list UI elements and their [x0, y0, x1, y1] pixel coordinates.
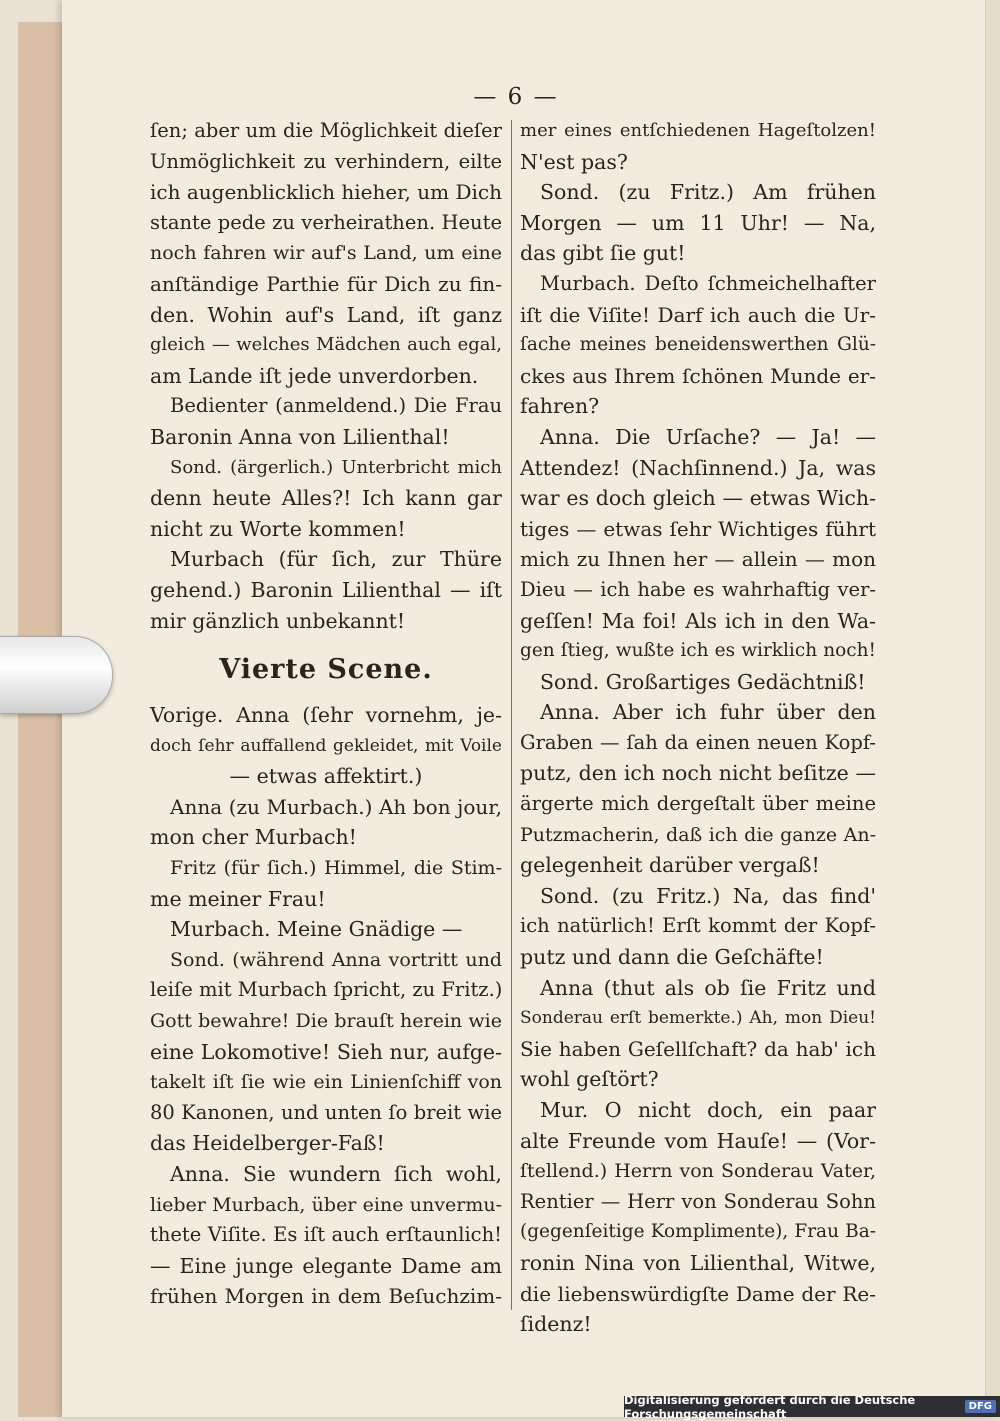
text-line: Putzmacherin, daß ich die ganze An-	[520, 823, 876, 846]
text-line: fahren?	[520, 394, 600, 419]
speaker-line: Sond. (während Anna vortritt und	[170, 948, 502, 971]
stage-direction: — etwas affektirt.)	[229, 764, 423, 789]
page-number: — 6 —	[473, 84, 559, 110]
text-line: me meiner Frau!	[150, 886, 326, 911]
text-line: gleich — welches Mädchen auch egal,	[150, 334, 502, 356]
text-line: iſt die Viſite! Darf ich auch die Ur-	[520, 302, 876, 327]
text-line: — Eine junge elegante Dame am	[150, 1253, 502, 1278]
text-line: am Lande iſt jede unverdorben.	[150, 363, 479, 388]
text-line: mich zu Ihnen her — allein — mon	[520, 547, 876, 572]
text-line: ſtellend.) Herrn von Sonderau Vater,	[520, 1160, 876, 1183]
text-line: Dieu — ich habe es wahrhaftig ver-	[520, 577, 876, 601]
column-divider	[511, 120, 512, 1310]
speaker-line: Anna. Sie wundern ſich wohl,	[170, 1162, 502, 1186]
text-line: ronin Nina von Lilienthal, Witwe,	[520, 1250, 876, 1275]
funding-footer	[624, 1392, 1000, 1421]
text-line: ärgerte mich dergeſtalt über meine	[520, 792, 876, 816]
speaker-line: Anna. Aber ich fuhr über den	[540, 700, 876, 725]
text-line: Morgen — um 11 Uhr! — Na,	[520, 210, 876, 235]
text-line: lieber Murbach, über eine unvermu-	[150, 1193, 502, 1216]
speaker-line: Sond. (zu Fritz.) Am frühen	[540, 180, 876, 205]
text-line: Baronin Anna von Lilienthal!	[150, 424, 450, 449]
text-line: putz und dann die Geſchäfte!	[520, 945, 824, 970]
speaker-line: Anna (thut als ob ſie Fritz und	[540, 975, 876, 1000]
right-column	[520, 116, 876, 1340]
text-line: anſtändige Parthie für Dich zu fin-	[150, 271, 502, 296]
text-line: N'est pas?	[520, 149, 628, 174]
text-line: gelegenheit darüber vergaß!	[520, 853, 820, 878]
text-line: mon cher Murbach!	[150, 825, 357, 850]
speaker-line: Anna (zu Murbach.) Ah bon jour,	[170, 794, 502, 819]
text-line: ckes aus Ihrem ſchönen Munde er-	[520, 363, 876, 388]
page-edge	[985, 0, 1000, 1417]
text-line: ich natürlich! Erſt kommt der Kopf-	[520, 914, 876, 938]
text-line: war es doch gleich — etwas Wich-	[520, 486, 876, 511]
text-line: Gott bewahre! Die brauſt herein wie	[150, 1010, 502, 1033]
text-line: stante pede zu verheirathen. Heute	[150, 210, 502, 234]
footer-text: Digitalisierung gefördert durch die Deutsche Forschungsgemeinschaft	[624, 1392, 916, 1421]
text-line: gen ſtieg, wußte ich es wirklich noch!	[520, 640, 876, 662]
text-line: alte Freunde vom Hauſe! — (Vor-	[520, 1128, 876, 1153]
speaker-line: Murbach. Meine Gnädige —	[170, 917, 463, 942]
text-line: den. Wohin auf's Land, iſt ganz	[150, 302, 502, 327]
text-line: (gegenſeitige Komplimente), Frau Ba-	[520, 1221, 876, 1243]
text-line: putz, den ich noch nicht beſitze —	[520, 761, 876, 786]
text-line: takelt iſt ſie wie ein Linienſchiff von	[150, 1071, 502, 1094]
text-line: das Heidelberger-Faß!	[150, 1131, 385, 1156]
text-line: 80 Kanonen, und unten ſo breit wie	[150, 1100, 502, 1124]
text-line: Attendez! (Nachſinnend.) Ja, was	[520, 455, 876, 480]
dfg-logo-icon: DFG	[965, 1400, 996, 1413]
text-line: thete Viſite. Es iſt auch erſtaunlich!	[150, 1223, 502, 1247]
text-line: ich augenblicklich hieher, um Dich	[150, 180, 502, 205]
text-line: wohl geſtört?	[520, 1067, 659, 1092]
text-line: Rentier — Herr von Sonderau Sohn	[520, 1189, 876, 1213]
speaker-line: Murbach (für ſich, zur Thüre	[170, 547, 502, 572]
speaker-line: Mur. O nicht doch, ein paar	[540, 1098, 876, 1122]
text-line: denn heute Alles?! Ich kann gar	[150, 486, 502, 511]
text-line: Sie haben Geſellſchaft? da hab' ich	[520, 1036, 876, 1061]
text-line: noch fahren wir auf's Land, um eine	[150, 242, 502, 265]
speaker-line: Fritz (für ſich.) Himmel, die Stim-	[170, 857, 502, 880]
text-line: ſen; aber um die Möglichkeit dieſer	[150, 119, 502, 142]
speaker-line: Anna. Die Urſache? — Ja! —	[540, 424, 876, 449]
text-line: frühen Morgen in dem Beſuchzim-	[150, 1284, 502, 1309]
text-line: eine Lokomotive! Sieh nur, aufge-	[150, 1039, 502, 1064]
text-line: ſidenz!	[520, 1312, 592, 1337]
stage-direction: Vorige. Anna (ſehr vornehm, je-	[150, 703, 502, 728]
speaker-line: Sond. Großartiges Gedächtniß!	[540, 669, 866, 694]
text-line: gehend.) Baronin Lilienthal — iſt	[150, 577, 502, 602]
text-line: nicht zu Worte kommen!	[150, 516, 406, 541]
speaker-line: Sond. (ärgerlich.) Unterbricht mich	[170, 456, 502, 478]
scene-heading: Vierte Scene.	[219, 654, 433, 686]
speaker-line: Bedienter (anmeldend.) Die Frau	[170, 394, 502, 418]
text-line: Graben — ſah da einen neuen Kopf-	[520, 730, 876, 754]
text-line: tiges — etwas ſehr Wichtiges führt	[520, 516, 876, 541]
text-line: ſache meines beneidenswerthen Glü-	[520, 334, 876, 356]
text-line: die liebenswürdigſte Dame der Re-	[520, 1281, 876, 1306]
text-line: geſſen! Ma foi! Als ich in den Wa-	[520, 608, 876, 633]
text-line: das gibt ſie gut!	[520, 241, 686, 266]
text-line: leiſe mit Murbach ſpricht, zu Fritz.)	[150, 978, 503, 1002]
speaker-line: Murbach. Deſto ſchmeichelhafter	[540, 271, 876, 295]
stage-direction: doch ſehr auffallend gekleidet, mit Voile	[150, 735, 502, 756]
page-clip	[0, 636, 113, 714]
left-column	[150, 116, 502, 1312]
text-line: Unmöglichkeit zu verhindern, eilte	[150, 149, 502, 173]
text-line: mer eines entſchiedenen Hageſtolzen!	[520, 120, 876, 141]
text-line: mir gänzlich unbekannt!	[150, 608, 406, 633]
text-line: Sonderau erſt bemerkte.) Ah, mon Dieu!	[520, 1008, 876, 1029]
speaker-line: Sond. (zu Fritz.) Na, das find'	[540, 883, 876, 908]
